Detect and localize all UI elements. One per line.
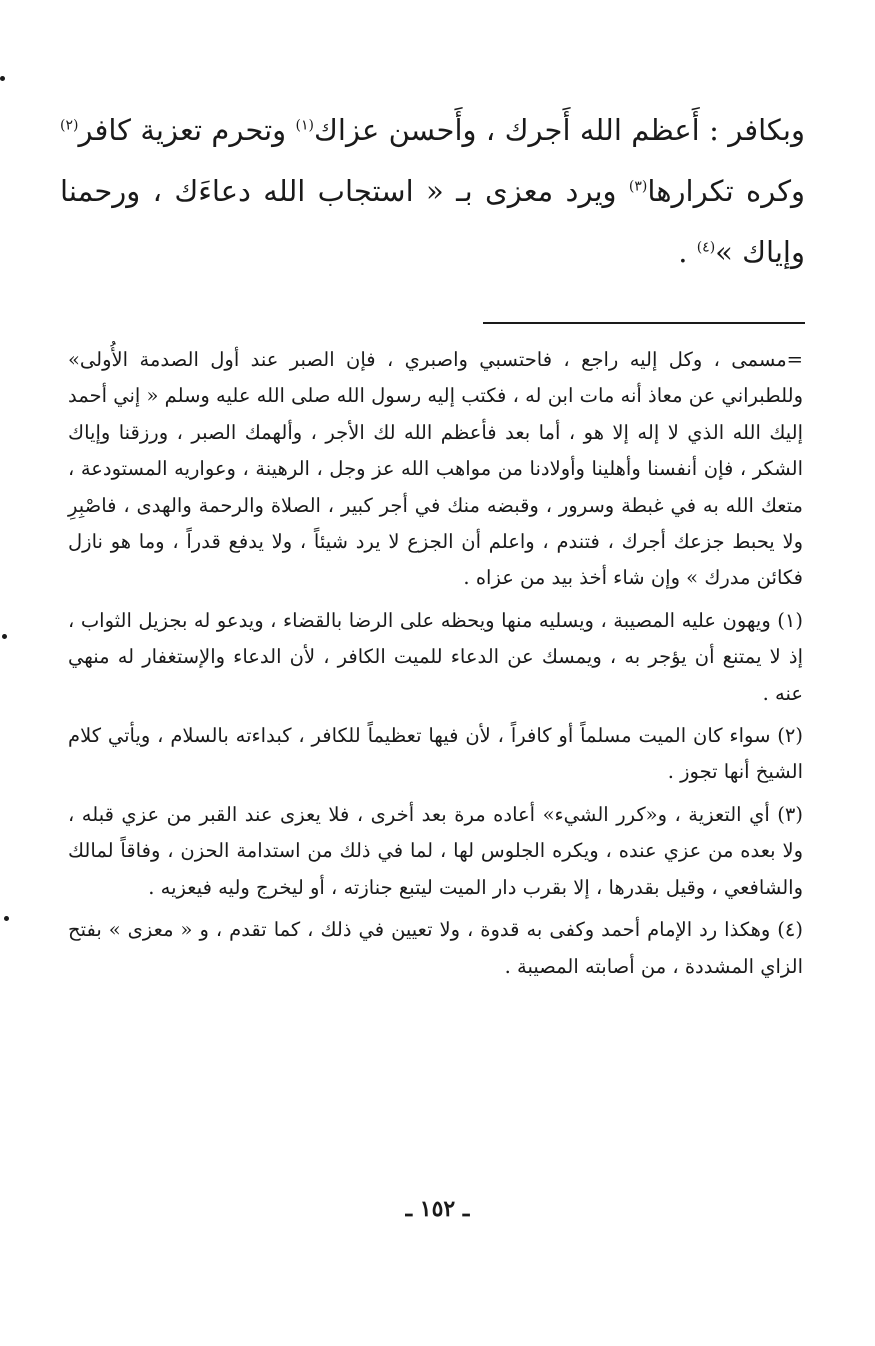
footnote-ref-1[interactable]: (١) [295,117,314,134]
footnote-ref-4[interactable]: (٤) [696,239,716,256]
footnote-3 [68,797,803,906]
main-line3-b: . [678,235,697,269]
footnote-1-text: ويهون عليه المصيبة ، ويسليه منها ويحظه على الرضا بالقضاء ، ويدعو له بجزيل الثواب ، إذ لا يمتنع أن يؤجر به ، ويمسك عن الدعاء للميت الكافر ، لأن الدعاء والإستغفار له منهي عنه . [68,608,803,705]
main-line1-b: وتحرم تعزية [140,113,296,147]
footnote-3-number: (٣) [777,802,803,826]
footnote-2 [68,718,803,791]
footnote-ref-2[interactable]: (٢) [60,117,79,134]
footnotes-block [68,342,803,985]
main-line3-a: ورحمنا وإياك » [60,174,805,269]
main-line2-a: كافر [78,113,131,147]
margin-mark-top [0,76,5,81]
main-line1-a: وبكافر : أَعظم الله أَجرك ، وأَحسن عزاك [313,113,806,147]
footnote-4-text: وهكذا رد الإمام أحمد وكفى به قدوة ، ولا تعيين في ذلك ، كما تقدم ، و « معزى » بفتح الزاي المشددة ، من أصابته المصيبة . [68,918,803,978]
footnote-continuation: =مسمى ، وكل إليه راجع ، فاحتسبي واصبري ، فإن الصبر عند أول الصدمة الأُولى» وللطبراني عن معاذ أنه مات ابن له ، فكتب إليه رسول الله صلى الله عليه وسلم « إني أحمد إليك الله الذي لا إله إلا هو ، أما بعد فأعظم الله لك الأجر ، وألهمك الصبر ، ورزقنا وإياك الشكر ، فإن أنفسنا وأهلينا وأولادنا من مواهب الله عز وجل ، الرهينة ، وعواريه المستودعة ، متعك الله به في غبطة وسرور ، وقبضه منك في أجر كبير ، الصلاة والرحمة والهدى ، فاصْبِرِ ولا يحبط جزعك أجرك ، فتندم ، واعلم أن الجزع لا يرد شيئاً ، ولا يدفع قدراً ، وما هو نازل فكائن مدرك » وإن شاء أخذ بيد من عزاه . [68,348,803,590]
main-line2-c: ويرد معزى بـ « استجاب الله دعاءَك ، [152,174,629,208]
main-line2-b: وكره تكرارها [647,174,806,208]
footnote-ref-3[interactable]: (٣) [628,178,648,195]
margin-mark-lower [4,916,9,921]
footnote-3-text: أي التعزية ، و«كرر الشيء» أعاده مرة بعد أخرى ، فلا يعزى عند القبر من عزي قبله ، ولا بعده من عزي عنده ، ويكره الجلوس لها ، لما في ذلك من استدامة الحزن ، وفاقاً لمالك والشافعي ، وقيل بقدرها ، إلا بقرب دار الميت ليتبع جنازته ، أو ليخرج وليه فيعزيه . [68,802,803,899]
footnote-1-number: (١) [777,608,803,632]
margin-mark-middle [2,634,7,639]
main-text-block [60,100,805,283]
footnote-separator [483,322,805,324]
footnote-2-number: (٢) [777,724,803,748]
footnote-1 [68,603,803,712]
main-paragraph [60,100,805,283]
page-number: ـ ١٥٢ ـ [405,1196,470,1222]
footnote-2-text: سواء كان الميت مسلماً أو كافراً ، لأن فيها تعظيماً للكافر ، كبداءته بالسلام ، ويأتي كلام الشيخ أنها تجوز . [68,724,803,784]
footnote-4 [68,912,803,985]
footnote-4-number: (٤) [777,918,803,942]
